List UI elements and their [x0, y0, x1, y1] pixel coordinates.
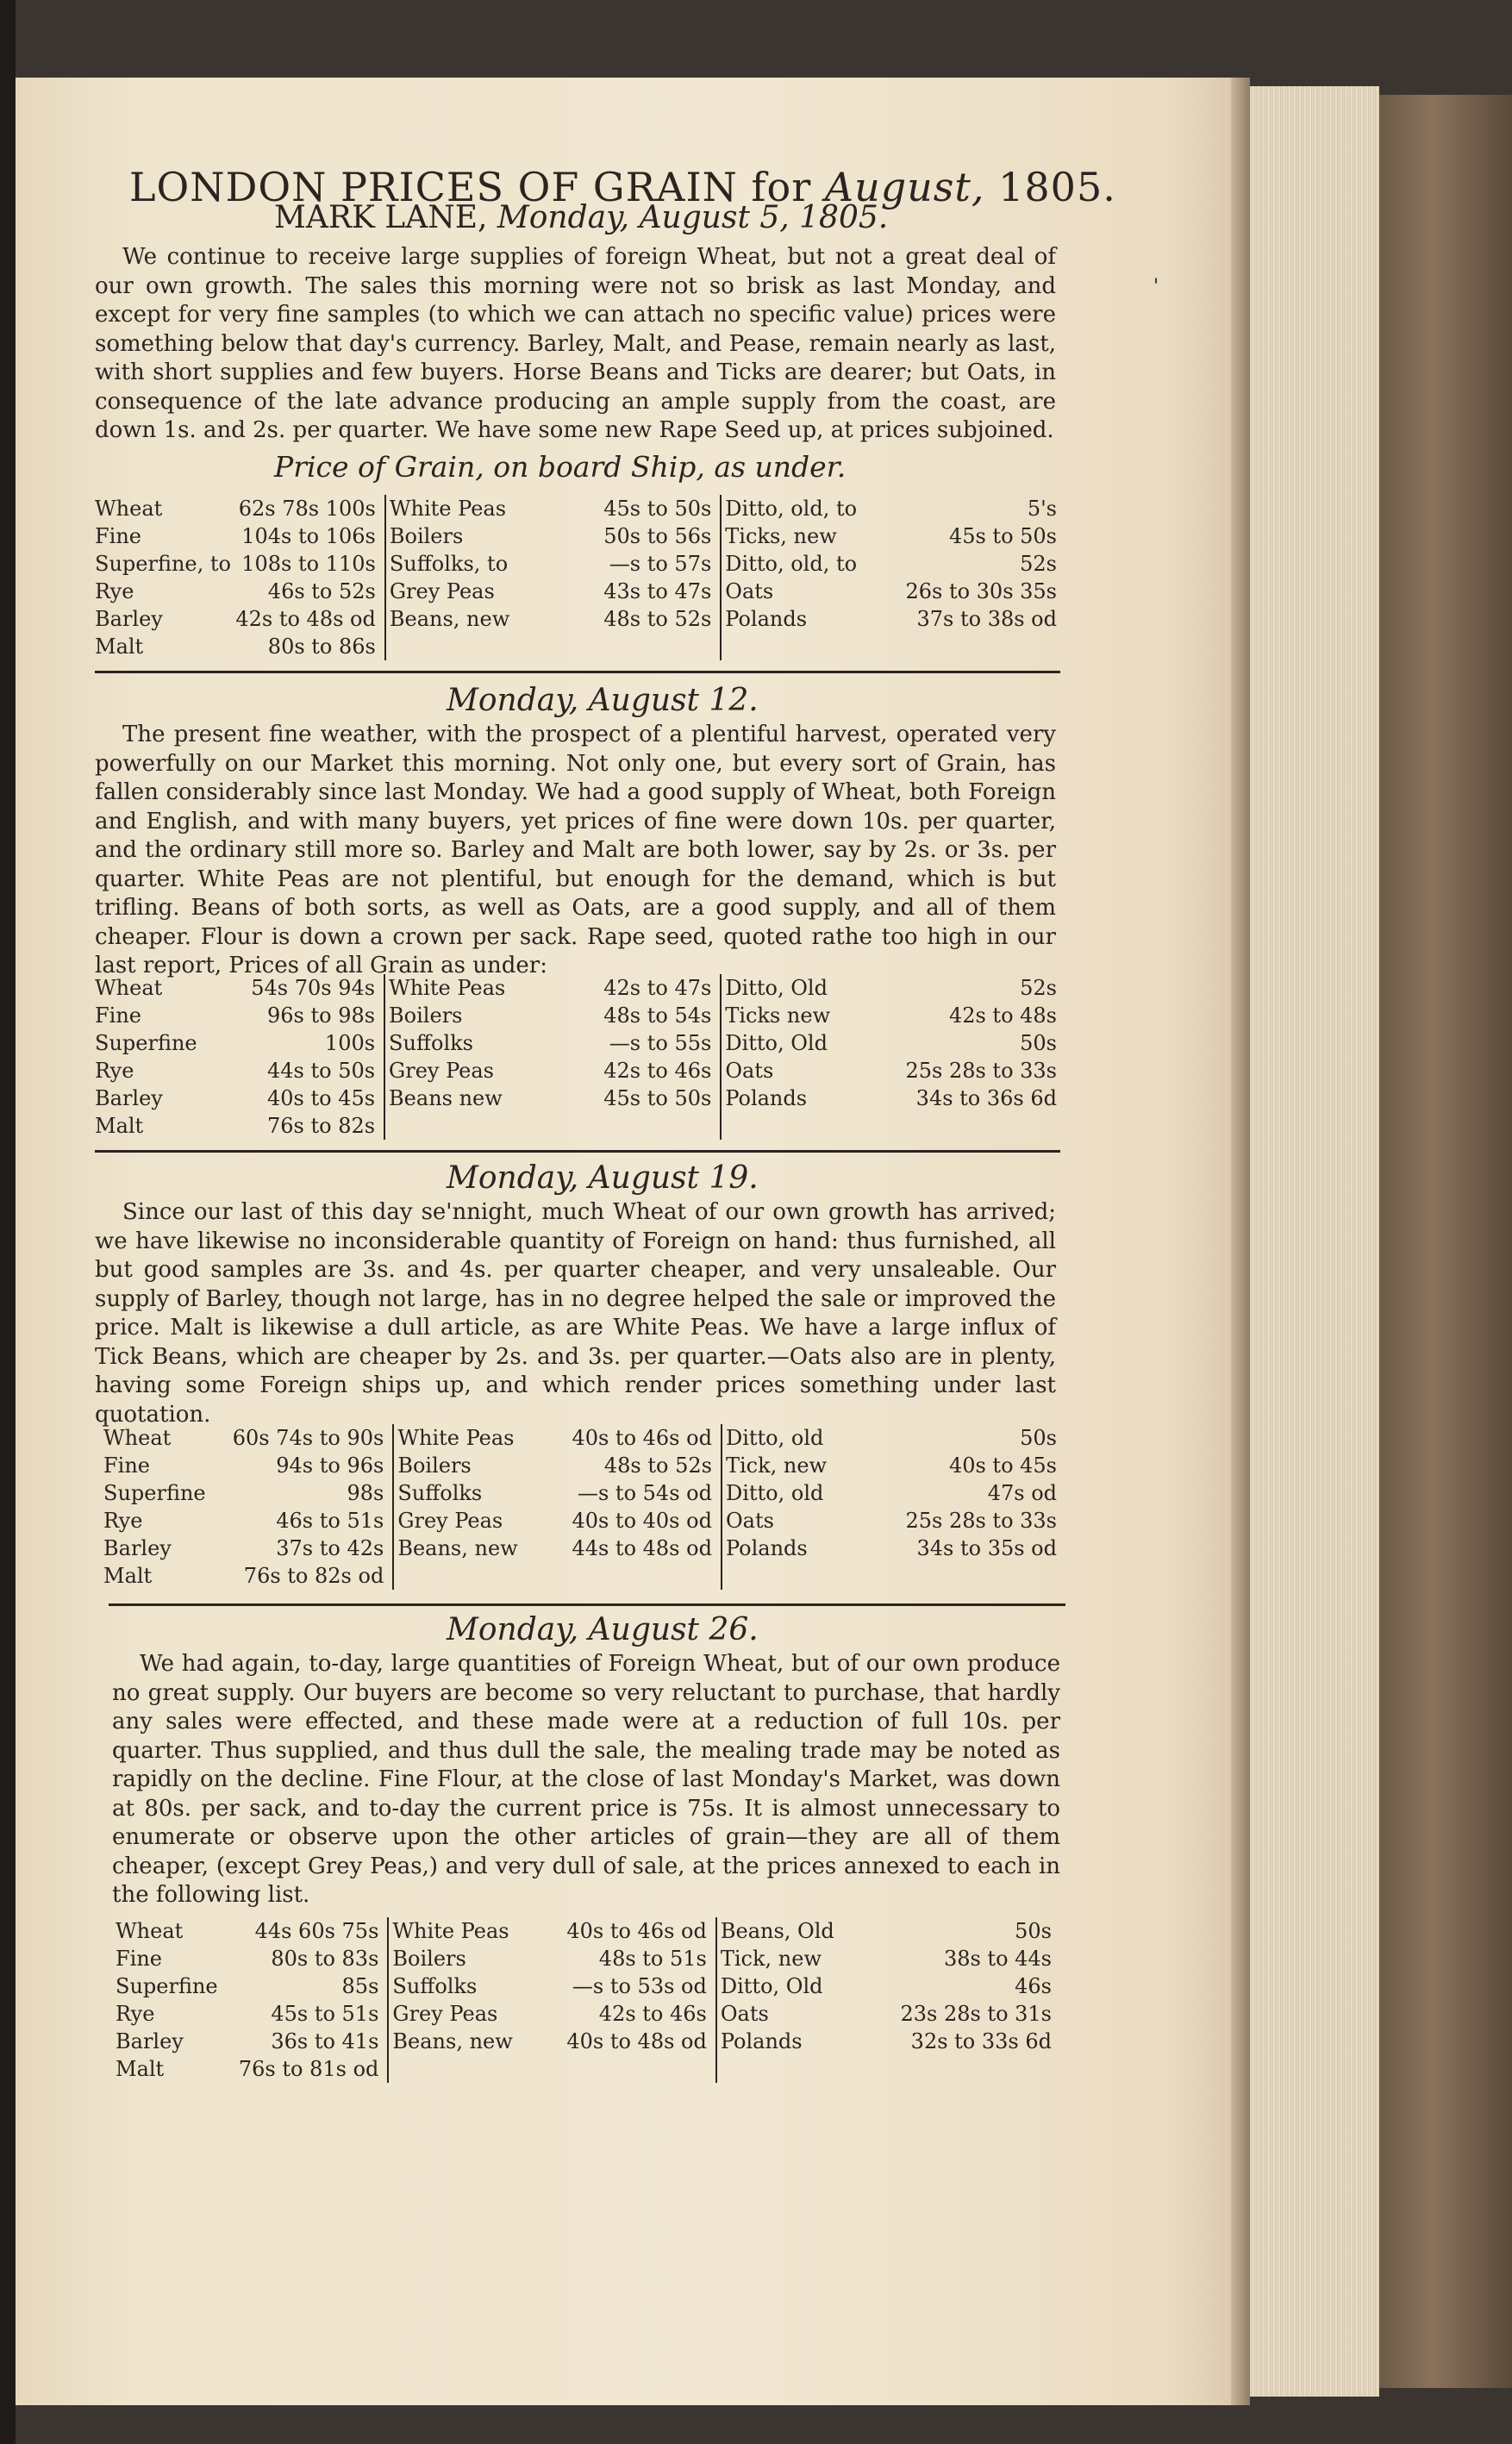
price-value: 50s [1020, 1031, 1057, 1055]
page-title-main: LONDON PRICES OF GRAIN for [129, 164, 812, 210]
price-value: 54s 70s 94s [251, 976, 376, 1000]
price-item: Wheat [95, 976, 163, 1000]
price-value: 47s od [987, 1481, 1057, 1505]
price-item: Grey Peas [389, 1059, 494, 1083]
price-value: 26s to 30s 35s [905, 579, 1057, 603]
price-value: 46s [1015, 1974, 1052, 1998]
price-value: 5's [1027, 497, 1057, 521]
price-value: 45s to 50s [603, 497, 712, 521]
price-value: 94s to 96s [276, 1453, 384, 1478]
section-2-body: The present fine weather, with the prospect of a plentiful harvest, operated very powerfully on our Market this morning. Not only one, but every sort of Grain, has fallen considerably since last Monday. We had a good supply of Wheat, both Foreign and English, and with many buyers, yet prices of fine were down 10s. per quarter, and the ordinary still more so. Barley and Malt are both lower, say by 2s. or 3s. per quarter. White Peas are not plentiful, but enough for the demand, which is but trifling. Beans of both sorts, as well as Oats, are a good supply, and all of them cheaper. Flour is down a crown per sack. Rape seed, quoted rathe too high in our last report, Prices of all Grain as under: [95, 722, 1056, 978]
price-value: 46s to 51s [276, 1509, 384, 1533]
price-item: White Peas [389, 497, 507, 521]
section-2-date: Monday, August 12. [447, 683, 759, 718]
price-value: 48s to 52s [603, 607, 712, 631]
price-item: Malt [95, 634, 144, 659]
price-item: Boilers [389, 1003, 463, 1028]
price-item: Beans, new [392, 2029, 513, 2053]
section-divider [109, 1603, 1065, 1606]
section-1-col3 [721, 495, 1065, 660]
price-item: Wheat [95, 497, 163, 521]
price-item: Wheat [103, 1426, 172, 1450]
price-value: 80s to 86s [267, 634, 376, 659]
price-item: Malt [103, 1564, 153, 1588]
price-value: —s to 54s od [577, 1481, 712, 1505]
section-divider [95, 671, 1060, 673]
price-value: 42s to 46s [603, 1059, 712, 1083]
book-page [16, 78, 1231, 2405]
section-4-col1 [112, 1917, 388, 2083]
book-cover [1379, 95, 1512, 2388]
price-value: 25s 28s to 33s [905, 1059, 1057, 1083]
price-item: Grey Peas [389, 579, 495, 603]
price-value: 40s to 46s od [566, 1919, 707, 1943]
page-mark: ' [1153, 276, 1159, 297]
price-item: Suffolks [397, 1481, 483, 1505]
price-item: Tick, new [720, 1947, 822, 1971]
price-item: Oats [720, 2002, 769, 2026]
price-value: 45s to 50s [603, 1086, 712, 1110]
price-value: 50s [1015, 1919, 1052, 1943]
section-2-col1 [91, 974, 384, 1140]
price-item: Grey Peas [392, 2002, 498, 2026]
price-value: 42s to 48s [948, 1003, 1057, 1028]
section-1-col2 [385, 495, 721, 660]
price-value: 40s to 48s od [566, 2029, 707, 2053]
price-value: 40s to 45s [948, 1453, 1057, 1478]
price-item: Boilers [389, 524, 464, 548]
price-value: 36s to 41s [271, 2029, 379, 2053]
price-item: Boilers [392, 1947, 466, 1971]
section-4-price-table [112, 1917, 1060, 2083]
price-item: Tick, new [725, 1453, 828, 1478]
section-3-col3 [722, 1424, 1065, 1590]
section-1-caption: Price of Grain, on board Ship, as under. [274, 450, 847, 484]
price-item: Suffolks [392, 1974, 478, 1998]
price-value: 40s to 45s [266, 1086, 376, 1110]
price-item: Ditto, old, to [725, 552, 858, 576]
price-item: Malt [95, 1114, 144, 1138]
price-item: Polands [725, 607, 808, 631]
section-2-col2 [384, 974, 721, 1140]
price-value: 48s to 52s [603, 1453, 712, 1478]
price-value: 32s to 33s 6d [910, 2029, 1052, 2053]
price-item: Ticks, new [725, 524, 837, 548]
section-3-heading [447, 1160, 759, 1196]
price-item: Boilers [397, 1453, 472, 1478]
price-item: Superfine, to [95, 552, 231, 576]
page-title-year: 1805. [998, 164, 1116, 210]
price-item: Rye [95, 579, 134, 603]
section-1-price-table [91, 495, 1065, 660]
price-value: 44s to 50s [266, 1059, 376, 1083]
price-item: Fine [103, 1453, 150, 1478]
section-3-col1 [100, 1424, 393, 1590]
price-item: White Peas [397, 1426, 515, 1450]
price-value: 45s to 51s [271, 2002, 379, 2026]
price-value: 44s 60s 75s [254, 1919, 379, 1943]
scan-left-edge [0, 0, 16, 2444]
price-item: Superfine [95, 1031, 197, 1055]
price-value: 23s 28s to 31s [900, 2002, 1052, 2026]
price-item: Oats [725, 1059, 774, 1083]
price-value: —s to 57s [609, 552, 712, 576]
price-item: Ditto, old [725, 1426, 824, 1450]
price-value: 38s to 44s [943, 1947, 1052, 1971]
price-value: 52s [1020, 976, 1057, 1000]
section-2-col3 [721, 974, 1065, 1140]
price-item: Polands [725, 1536, 808, 1560]
price-value: 43s to 47s [603, 579, 712, 603]
section-3-col2 [393, 1424, 722, 1590]
price-item: Rye [116, 2002, 155, 2026]
price-value: 34s to 36s 6d [915, 1086, 1057, 1110]
price-value: 42s to 48s od [235, 607, 376, 631]
page-title-month: August, [824, 164, 985, 210]
price-value: 50s to 56s [603, 524, 712, 548]
price-item: Ditto, Old [725, 1031, 828, 1055]
price-item: Fine [95, 524, 141, 548]
price-value: —s to 55s [609, 1031, 712, 1055]
section-1-col1 [91, 495, 385, 660]
price-item: Fine [95, 1003, 141, 1028]
price-item: Rye [95, 1059, 134, 1083]
price-value: 108s to 110s [241, 552, 376, 576]
price-item: Ditto, Old [720, 1974, 823, 1998]
price-item: Superfine [103, 1481, 206, 1505]
binding-gutter [1231, 78, 1250, 2405]
price-value: 40s to 46s od [572, 1426, 712, 1450]
price-value: 96s to 98s [266, 1003, 376, 1028]
section-1-date: Monday, August 5, 1805. [497, 200, 889, 235]
price-value: 42s to 47s [603, 976, 712, 1000]
price-value: 100s [324, 1031, 376, 1055]
section-1-body: We continue to receive large supplies of foreign Wheat, but not a great deal of our own growth. The sales this morning were not so brisk as last Monday, and except for very fine samples (to which we can attach no specific value) prices were something below that day's currency. Barley, Malt, and Pease, remain nearly as last, with short supplies and few buyers. Horse Beans and Ticks are dearer; but Oats, in consequence of the late advance producing an ample supply from the coast, are down 1s. and 2s. per quarter. We have some new Rape Seed up, at prices subjoined. [95, 244, 1056, 443]
price-value: 76s to 81s od [238, 2057, 379, 2081]
price-item: White Peas [389, 976, 506, 1000]
price-value: 44s to 48s od [572, 1536, 712, 1560]
price-item: Suffolks [389, 1031, 473, 1055]
price-item: Wheat [116, 1919, 184, 1943]
section-2-heading [447, 683, 759, 718]
section-2-price-table [91, 974, 1065, 1140]
price-item: Oats [725, 1509, 774, 1533]
section-4-heading [447, 1612, 759, 1647]
section-1-heading [274, 200, 888, 235]
price-value: —s to 53s od [572, 1974, 707, 1998]
section-divider [95, 1150, 1060, 1153]
price-value: 40s to 40s od [572, 1509, 712, 1533]
price-item: Ditto, old [725, 1481, 824, 1505]
section-3-price-table [100, 1424, 1065, 1590]
price-value: 37s to 42s [276, 1536, 384, 1560]
price-item: Beans new [389, 1086, 503, 1110]
price-value: 104s to 106s [241, 524, 376, 548]
price-item: White Peas [392, 1919, 509, 1943]
page-edges [1250, 86, 1379, 2397]
price-item: Polands [725, 1086, 808, 1110]
price-item: Ditto, Old [725, 976, 828, 1000]
price-item: Rye [103, 1509, 143, 1533]
price-value: 50s [1020, 1426, 1057, 1450]
section-3-body: Since our last of this day se'nnight, much Wheat of our own growth has arrived; we have likewise no inconsiderable quantity of Foreign on hand: thus furnished, all but good samples are 3s. and 4s. per quarter cheaper, and very unsaleable. Our supply of Barley, though not large, has in no degree helped the sale or improved the price. Malt is likewise a dull article, as are White Peas. We have a large influx of Tick Beans, which are cheaper by 2s. and 3s. per quarter.—Oats also are in plenty, having some Foreign ships up, and which render prices something under last quotation. [95, 1199, 1056, 1428]
price-item: Fine [116, 1947, 162, 1971]
price-item: Suffolks, to [389, 552, 509, 576]
price-value: 80s to 83s [271, 1947, 379, 1971]
price-value: 34s to 35s od [916, 1536, 1057, 1560]
price-item: Malt [116, 2057, 165, 2081]
price-item: Superfine [116, 1974, 218, 1998]
price-item: Beans, new [397, 1536, 518, 1560]
price-value: 60s 74s to 90s [232, 1426, 384, 1450]
price-value: 76s to 82s od [243, 1564, 384, 1588]
price-item: Ticks new [725, 1003, 831, 1028]
price-value: 37s to 38s od [916, 607, 1057, 631]
section-4-body: We had again, to-day, large quantities of Foreign Wheat, but of our own produce no great supply. Our buyers are become so very reluctant to purchase, that hardly any sales were effected, and these made were at a reduction of full 10s. per quarter. Thus supplied, and thus dull the sale, the mealing trade may be noted as rapidly on the decline. Fine Flour, at the close of last Monday's Market, was down at 80s. per sack, and to-day the current price is 75s. It is almost unnecessary to enumerate or observe upon the other articles of grain—they are all of them cheaper, (except Grey Peas,) and very dull of sale, at the prices annexed to each in the following list. [112, 1651, 1060, 1908]
price-value: 25s 28s to 33s [905, 1509, 1057, 1533]
price-value: 42s to 46s [598, 2002, 707, 2026]
price-value: 45s to 50s [948, 524, 1057, 548]
price-value: 48s to 54s [603, 1003, 712, 1028]
price-item: Barley [103, 1536, 172, 1560]
price-item: Beans, Old [720, 1919, 834, 1943]
price-item: Beans, new [389, 607, 510, 631]
section-1-market: MARK LANE, [274, 200, 488, 235]
section-4-date: Monday, August 26. [447, 1612, 759, 1647]
price-value: 62s 78s 100s [238, 497, 376, 521]
price-value: 76s to 82s [266, 1114, 376, 1138]
price-item: Grey Peas [397, 1509, 503, 1533]
price-value: 98s [347, 1481, 384, 1505]
section-4-col3 [716, 1917, 1060, 2083]
price-item: Barley [95, 1086, 163, 1110]
price-item: Polands [720, 2029, 803, 2053]
section-3-date: Monday, August 19. [447, 1160, 759, 1196]
price-item: Barley [116, 2029, 184, 2053]
section-4-col2 [388, 1917, 715, 2083]
price-value: 52s [1020, 552, 1057, 576]
price-value: 85s [341, 1974, 379, 1998]
price-item: Ditto, old, to [725, 497, 858, 521]
price-value: 46s to 52s [267, 579, 376, 603]
price-item: Barley [95, 607, 163, 631]
price-item: Oats [725, 579, 774, 603]
price-value: 48s to 51s [598, 1947, 707, 1971]
